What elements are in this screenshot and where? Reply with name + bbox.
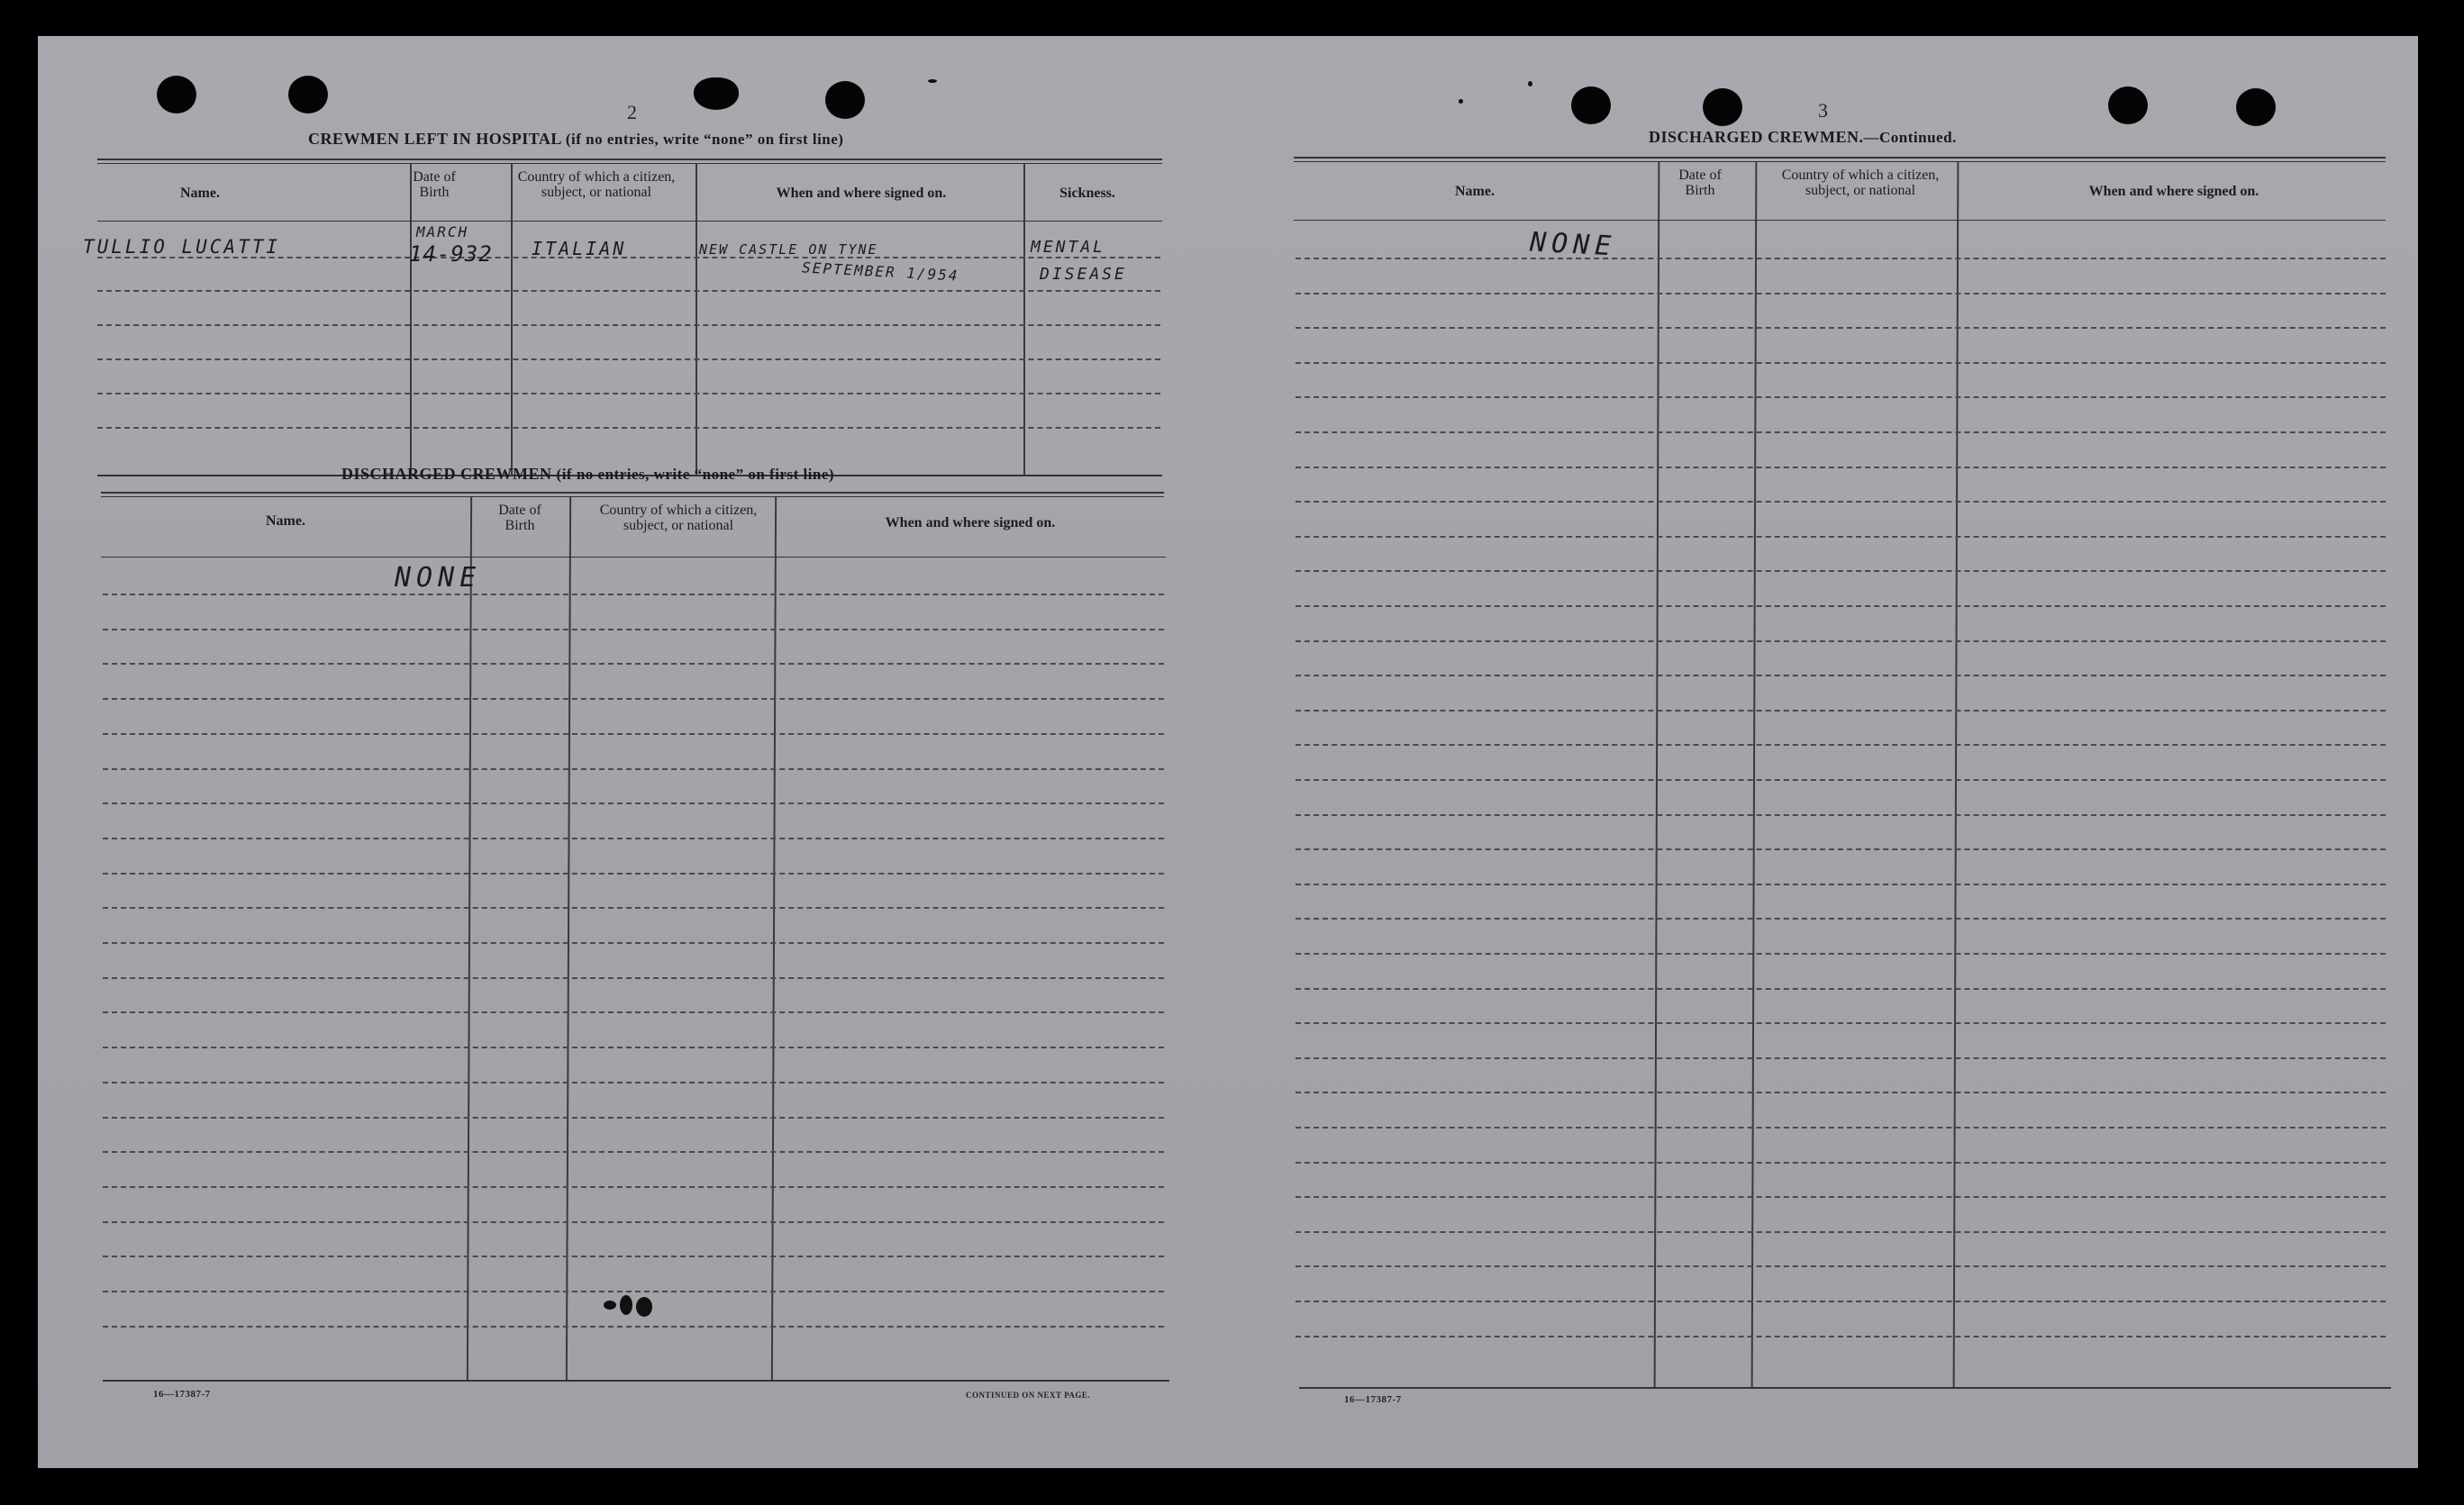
entry-line [103,1291,1164,1292]
punch-hole [1571,86,1611,124]
entry-line [1296,258,2386,259]
entry-line [1296,570,2386,572]
table-top-rule [101,492,1164,494]
entry-line [1296,640,2386,642]
section-title-note: (if no entries, write “none” on first line) [565,131,844,148]
punch-hole [825,81,865,119]
entry-line [1296,744,2386,746]
ink-blot [636,1297,652,1317]
section-title-text: DISCHARGED CREWMEN. [1649,128,1864,146]
discharged-continued-title [1649,128,1957,147]
ink-blot [620,1295,632,1315]
entry-line [103,1186,1164,1188]
section-title-note: (if no entries, write “none” on first line) [556,466,835,483]
entry-line [1296,327,2386,329]
entry-line [1296,431,2386,433]
entry-line [1296,884,2386,885]
col-divider [1953,162,1959,1389]
entry-line [1296,1022,2386,1024]
entry-line [1296,1162,2386,1164]
entry-line [1296,1092,2386,1093]
entry-line [103,1117,1164,1119]
col-header-signed: When and where signed on. [885,515,1056,530]
table-bottom-rule [103,1380,1169,1382]
entry-line [1296,814,2386,816]
entry-line [1296,675,2386,676]
punch-hole [157,76,196,113]
entry-line [1296,467,2386,468]
table-bottom-rule [1299,1387,2391,1389]
entry-line [103,1082,1164,1083]
entry-line [103,629,1164,630]
document-sheet [38,36,2418,1468]
punch-hole [694,77,739,110]
ink-blot [604,1301,616,1310]
entry-line [103,1047,1164,1048]
entry-line [1296,1057,2386,1059]
table-top-rule [97,163,1162,164]
entry-line [97,393,1160,394]
discharged-continued-none: NONE [1529,226,1618,263]
ink-speck [1459,99,1463,104]
entry-line [103,733,1164,735]
entry-line [1296,988,2386,990]
crewman-country: ITALIAN [532,238,627,259]
signed-on-date: SEPTEMBER 1/954 [801,258,959,285]
entry-line [103,873,1164,875]
col-header-country: Country of which a citizen, subject, or national [1781,168,1940,198]
sickness-line-2: DISEASE [1040,265,1127,284]
crewman-dob-month: MARCH [416,223,469,240]
discharged-section-title [341,465,834,484]
entry-line [103,977,1164,979]
discharged-none: NONE [395,562,482,594]
entry-line [103,907,1164,909]
col-divider [696,164,697,476]
continued-note: CONTINUED ON NEXT PAGE. [966,1391,1091,1400]
table-top-rule [101,496,1164,497]
entry-line [1296,1127,2386,1129]
col-header-country: Country of which a citizen, subject, or national [599,503,758,533]
page-number: 2 [627,101,637,123]
sickness-line-1: MENTAL [1031,238,1106,257]
entry-line [103,1221,1164,1223]
entry-line [1296,1301,2386,1302]
entry-line [1296,536,2386,538]
punch-hole [1703,88,1742,126]
table-top-rule [1294,157,2386,159]
col-divider [410,164,412,476]
entry-line [103,663,1164,665]
entry-line [1296,1336,2386,1337]
entry-line [103,1256,1164,1257]
col-header-country: Country of which a citizen, subject, or national [517,169,676,200]
section-title-continued: —Continued. [1863,129,1957,146]
col-header-signed: When and where signed on. [776,186,947,201]
crewman-name: TULLIO LUCATTI [83,236,281,258]
form-number: 16—17387-7 [153,1389,211,1400]
col-divider [1751,162,1758,1389]
col-header-dob: Date of Birth [413,169,456,200]
entry-line [97,427,1160,429]
table-top-rule [1294,161,2386,162]
header-rule [101,557,1166,558]
entry-line [97,358,1160,360]
punch-hole [2236,88,2276,126]
page-number: 3 [1818,99,1828,122]
section-title-text: CREWMEN LEFT IN HOSPITAL [308,130,561,148]
signed-on-place: NEW CASTLE ON TYNE [699,241,878,258]
entry-line [1296,396,2386,398]
entry-line [1296,848,2386,850]
section-title-text: DISCHARGED CREWMEN [341,465,552,483]
entry-line [103,942,1164,944]
entry-line [103,698,1164,700]
entry-line [1296,1231,2386,1233]
entry-line [1296,953,2386,955]
table-top-rule [97,159,1162,160]
entry-line [1296,1196,2386,1198]
col-header-signed: When and where signed on. [2088,184,2259,199]
col-header-sickness: Sickness. [1059,186,1115,201]
col-divider [1023,164,1025,476]
entry-line [103,1326,1164,1328]
col-header-dob: Date of Birth [498,503,541,533]
entry-line [1296,1265,2386,1267]
entry-line [1296,362,2386,364]
entry-line [1296,293,2386,295]
form-number: 16—17387-7 [1344,1394,1402,1405]
entry-line [1296,605,2386,607]
entry-line [97,290,1160,292]
punch-hole [2108,86,2148,124]
col-header-dob: Date of Birth [1678,168,1722,198]
entry-line [103,594,1164,595]
entry-line [103,802,1164,804]
col-divider [1654,162,1660,1389]
col-header-name: Name. [180,186,220,201]
header-rule [1294,220,2386,221]
hospital-section-title [308,130,843,149]
entry-line [1296,918,2386,920]
entry-line [1296,710,2386,712]
col-divider [511,164,513,476]
entry-line [103,768,1164,770]
col-header-name: Name. [1455,184,1495,199]
ink-speck [1528,81,1532,86]
entry-line [97,324,1160,326]
entry-line [103,838,1164,839]
entry-line [1296,501,2386,503]
entry-line [103,1151,1164,1153]
header-rule [97,221,1162,222]
ink-speck [928,79,937,83]
entry-line [1296,779,2386,781]
col-header-name: Name. [266,513,305,529]
entry-line [103,1011,1164,1013]
punch-hole [288,76,328,113]
crewman-dob-date: 14-932 [409,241,493,267]
